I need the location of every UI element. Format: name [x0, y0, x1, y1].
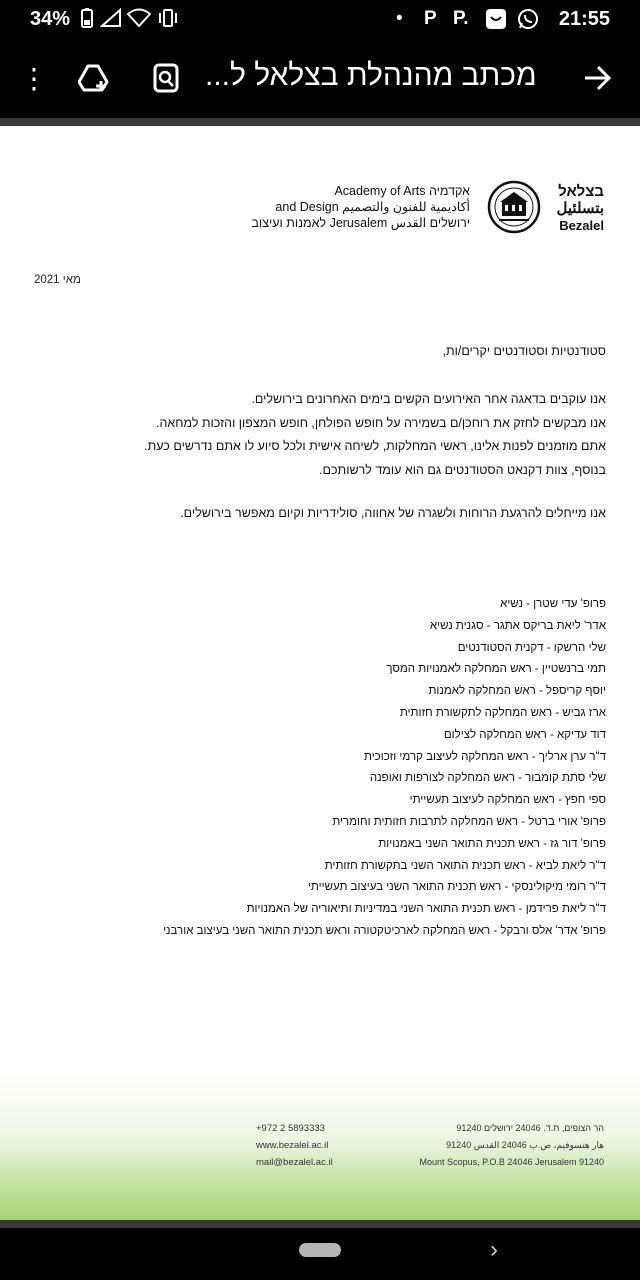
signer-line: פרופ' אורי ברטל - ראש המחלקה לתרבות חזותית וחומרית: [332, 815, 606, 828]
footer-address: [420, 1120, 604, 1171]
letter-date: מאי 2021: [34, 274, 81, 286]
paragraph-line: בנוסף, צוות דקנאט הסטודנטים גם הוא עומד לרשותכם.: [319, 462, 606, 477]
footer-email: mail@bezalel.ac.il: [256, 1157, 333, 1168]
bezalel-seal-icon: [487, 180, 541, 234]
signer-line: דוד עדיקא - ראש המחלקה לצילום: [443, 728, 606, 741]
app-bar: [0, 40, 640, 118]
signal-icon: [100, 8, 122, 34]
letter-paragraph-2: אנו מייחלים להרגעת הרוחות ולשגרה של אחווה, סולידריות וקיום מאפשר בירושלים.: [180, 506, 606, 520]
signer-line: ספי חפץ - ראש המחלקה לעיצוב תעשייתי: [409, 794, 606, 807]
navigation-bar: [0, 1228, 640, 1280]
letter-greeting: סטודנטיות וסטודנטים יקרים/ות,: [442, 344, 606, 358]
signer-line: ד"ר ערן ארליך - ראש המחלקה לעיצוב קרמי וזכוכית: [363, 750, 606, 763]
battery-icon: [81, 8, 93, 34]
paragraph-line: אתם מוזמנים לפנות אלינו, ראשי המחלקות, לשיחה אישית ולכל סיוע לו אתם נדרשים כעת.: [144, 439, 606, 453]
footer-website: www.bezalel.ac.il: [256, 1140, 329, 1151]
signer-line: ד"ר רומי מיקולינסקי - ראש תכנית התואר השני בעיצוב תעשייתי: [307, 881, 606, 894]
signer-line: שלי הרשקו - דקנית הסטודנטים: [457, 641, 606, 654]
signer-line: פרופ' דור גז - ראש תכנית התואר השני באמנויות: [378, 837, 606, 850]
whatsapp-icon: [517, 8, 539, 36]
signer-line: ארז גביש - ראש המחלקה לתקשורת חזותית: [399, 706, 606, 719]
battery-percent: 34%: [30, 8, 71, 30]
parking-icon: P: [424, 8, 437, 29]
signer-line: יוסף קריספל - ראש המחלקה לאמנות: [428, 685, 606, 698]
status-bar: [0, 0, 640, 40]
signer-line: פרופ' אדר' אלס ורבקל - ראש המחלקה לארכיטקטורה וראש תכנית התואר השני בעיצוב אורבני: [163, 924, 606, 937]
signer-line: פרופ' עדי שטרן - נשיא: [500, 598, 606, 610]
forward-arrow-icon[interactable]: [577, 58, 617, 98]
academy-line-2: and Design أكاديمية للفنون والتصميم: [275, 200, 470, 214]
footer-address-en: Mount Scopus, P.O.B 24046 Jerusalem 91240: [419, 1157, 604, 1167]
academy-line-3: לאמנות ועיצוב Jerusalem ירושלים القدس: [251, 216, 470, 230]
paragraph-line: אנו עוקבים בדאגה אחר האירועים הקשים בימים האחרונים בירושלים.: [251, 392, 606, 406]
signer-line: ד"ר ליאת פרידמן - ראש תכנית התואר השני במדיניות ותיאוריה של האמנויות: [246, 903, 606, 916]
bezalel-logo-text: [557, 183, 604, 234]
clock: 21:55: [558, 8, 610, 30]
footer-phone: +972 2 5893333: [256, 1123, 325, 1134]
more-menu-icon[interactable]: ⋮: [20, 62, 48, 94]
paragraph-line: אנו מבקשים לחזק את רוחכן/ם בשמירה על חופש הפולחן, חופש המצפון והזכות למחאה.: [156, 415, 606, 430]
footer-contact: [256, 1120, 333, 1171]
academy-line-1: Academy of Arts אקדמיה: [334, 184, 470, 198]
signer-line: תמי ברנשטיין - ראש המחלקה לאמנויות המסך: [386, 663, 606, 676]
dot-icon: •: [396, 8, 403, 29]
notification-icon: [485, 8, 507, 36]
logo-arabic: بتسلئيل: [556, 200, 604, 217]
signers-list: [46, 594, 606, 943]
logo-english: Bezalel: [559, 218, 604, 233]
signer-line: שלי סתת קומבור - ראש המחלקה לצורפות ואופנה: [369, 772, 606, 785]
footer-address-ar: هار هتسوفيم، ص.ب 24046 القدس 91240: [446, 1140, 604, 1150]
parking-icon: P.: [453, 8, 469, 29]
wifi-icon: [127, 8, 151, 34]
home-gesture-pill[interactable]: [299, 1243, 341, 1257]
logo-hebrew: בצלאל: [558, 183, 604, 200]
vibrate-icon: [157, 8, 179, 34]
signer-line: ד"ר ליאת לביא - ראש תכנית התואר השני בתקשורת חזותית: [324, 859, 606, 872]
letter-page: [0, 126, 640, 1220]
letter-paragraph-1: [86, 388, 606, 482]
search-document-icon[interactable]: [146, 58, 186, 98]
academy-name: [252, 183, 471, 231]
chevron-right-icon[interactable]: ›: [490, 1236, 498, 1263]
signer-line: אדר' ליאת בריקס אתגר - סגנית נשיא: [429, 619, 606, 632]
document-title: מכתב מהנהלת בצלאל ל...: [205, 59, 537, 92]
add-to-drive-icon[interactable]: [74, 58, 114, 98]
document-viewer[interactable]: [0, 118, 640, 1228]
footer-address-he: הר הצופים, ת.ד. 24046 ירושלים 91240: [456, 1123, 604, 1133]
